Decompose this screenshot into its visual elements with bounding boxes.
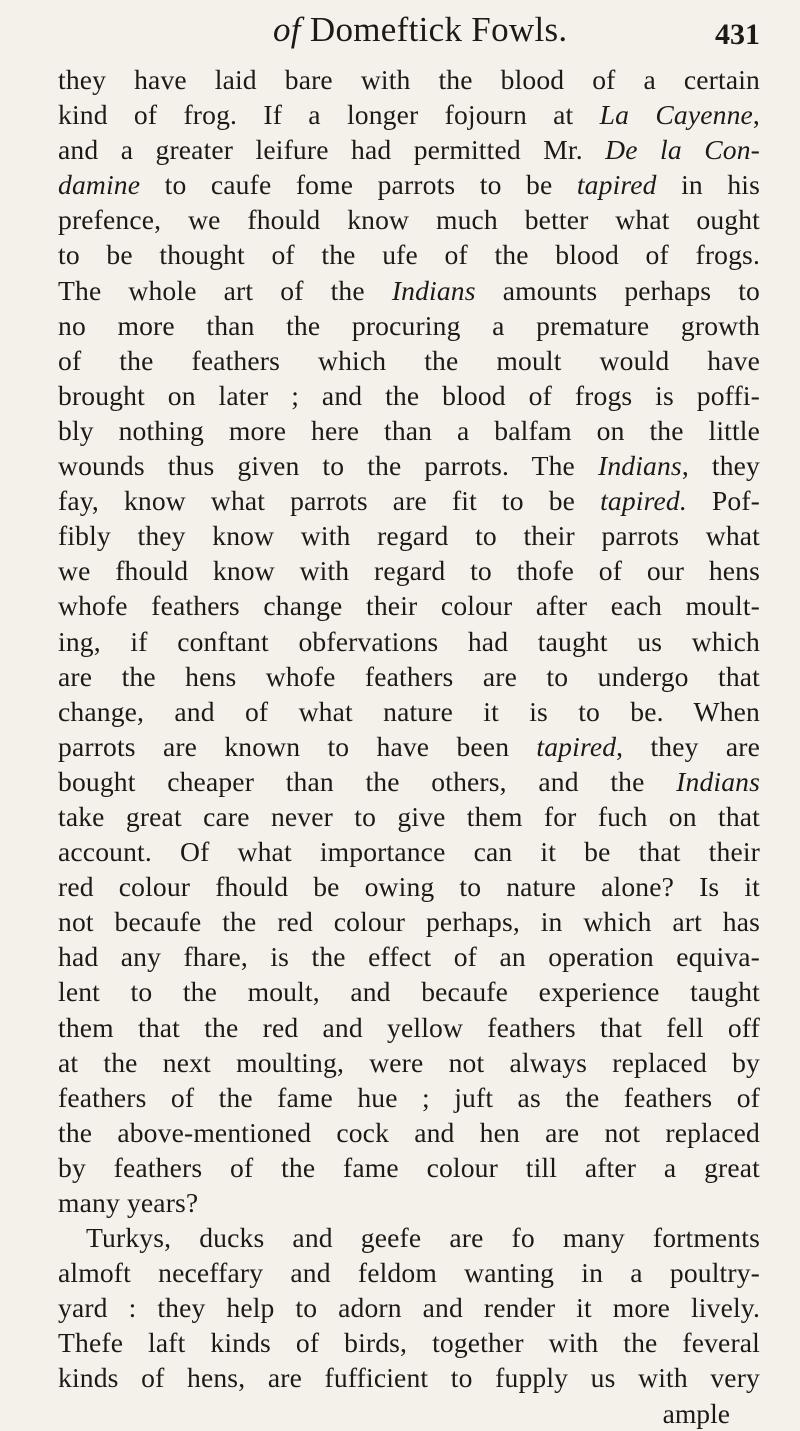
text-line	[58, 378, 760, 413]
italic-text: tapired	[536, 730, 617, 762]
text-run: take great care never to give them for fuch on that	[58, 800, 760, 832]
text-run: lent to the moult, and becaufe experience taught	[58, 976, 760, 1008]
text-line	[58, 974, 760, 1009]
text-line	[58, 624, 760, 659]
text-run: feathers of the fame hue ; juft as the feathers of	[58, 1081, 760, 1113]
running-head-prefix: of	[273, 10, 301, 49]
text-run: had any fhare, is the effect of an operation equiva-	[58, 941, 760, 973]
paragraph-parrots	[58, 62, 760, 1220]
text-run: Thefe laft kinds of birds, together with the feveral	[58, 1327, 760, 1359]
text-run: bought cheaper than the others, and the	[58, 765, 677, 797]
text-line	[58, 167, 760, 202]
text-run: no more than the procuring a premature growth	[58, 309, 760, 341]
text-line	[58, 729, 760, 764]
text-line	[58, 97, 760, 132]
text-run: of the feathers which the moult would have	[58, 344, 760, 376]
text-line	[58, 1080, 760, 1115]
text-line	[58, 308, 760, 343]
text-line	[58, 202, 760, 237]
text-line	[58, 939, 760, 974]
text-run: to caufe fome parrots to be	[140, 169, 577, 201]
text-line	[58, 1150, 760, 1185]
running-head	[273, 10, 567, 50]
text-run: not becaufe the red colour perhaps, in which art has	[58, 906, 760, 938]
text-line	[58, 62, 760, 97]
italic-text: tapired.	[600, 485, 687, 517]
catchword: ample	[662, 1397, 730, 1429]
text-line	[58, 764, 760, 799]
italic-text: Indians	[597, 450, 682, 482]
text-run: ,	[752, 99, 760, 131]
text-run: kind of frog. If a longer fojourn at	[58, 99, 600, 131]
text-run: kinds of hens, are fufficient to fupply us with very	[58, 1362, 760, 1394]
italic-text: tapired	[576, 169, 657, 201]
text-run: are the hens whofe feathers are to undergo that	[58, 660, 760, 692]
italic-text: La Cayenne	[599, 99, 753, 131]
text-run: wounds thus given to the parrots. The	[58, 450, 598, 482]
text-line	[58, 1220, 760, 1255]
text-run: parrots are known to have been	[58, 730, 537, 762]
text-run: almoft neceffary and feldom wanting in a poultry-	[58, 1257, 760, 1289]
text-run: fay, know what parrots are fit to be	[58, 485, 601, 517]
text-line	[58, 1290, 760, 1325]
text-run: The whole art of the	[58, 274, 392, 306]
text-run: ing, if conftant obfervations had taught us which	[58, 625, 760, 657]
text-run: Pof-	[686, 485, 760, 517]
text-line	[58, 869, 760, 904]
text-line	[58, 904, 760, 939]
italic-text: Indians	[676, 765, 760, 797]
text-line	[58, 1115, 760, 1150]
paragraph-turkys	[58, 1220, 760, 1395]
text-line	[58, 1325, 760, 1360]
text-line	[58, 413, 760, 448]
text-run: yard : they help to adorn and render it more lively.	[58, 1292, 760, 1324]
text-line	[58, 343, 760, 378]
text-run: they have laid bare with the blood of a certain	[58, 64, 760, 95]
text-run: at the next moulting, were not always replaced by	[58, 1046, 760, 1078]
text-line	[58, 132, 760, 167]
text-run: them that the red and yellow feathers that fell off	[58, 1011, 760, 1043]
text-line	[58, 1255, 760, 1290]
text-run: in his	[656, 169, 760, 201]
text-run: red colour fhould be owing to nature alone? Is it	[58, 871, 760, 903]
text-run: to be thought of the ufe of the blood of frogs.	[58, 239, 760, 271]
text-line	[58, 273, 760, 308]
text-line	[58, 588, 760, 623]
text-run: , they are	[616, 730, 760, 762]
text-line	[58, 799, 760, 834]
text-line	[58, 1045, 760, 1080]
text-run: Turkys, ducks and geefe are fo many fortments	[86, 1222, 760, 1254]
text-run: amounts perhaps to	[475, 274, 760, 306]
text-line	[58, 834, 760, 869]
text-line	[58, 553, 760, 588]
text-line	[58, 483, 760, 518]
text-run: we fhould know with regard to thofe of our hens	[58, 555, 760, 587]
text-run: by feathers of the fame colour till after a great	[58, 1151, 760, 1183]
page-number: 431	[715, 18, 760, 51]
text-line	[58, 237, 760, 272]
text-line	[58, 448, 760, 483]
text-run: bly nothing more here than a balfam on the little	[58, 414, 760, 446]
text-run: brought on later ; and the blood of frogs is poffi-	[58, 379, 760, 411]
text-line	[58, 1185, 760, 1220]
page-header	[58, 0, 760, 62]
running-head-title: Domeftick Fowls.	[300, 10, 568, 49]
italic-text: damine	[58, 169, 141, 201]
text-run: whofe feathers change their colour after each moult-	[58, 590, 760, 622]
text-line	[58, 518, 760, 553]
italic-text: De la Con-	[605, 134, 760, 166]
text-run: many years?	[58, 1187, 199, 1218]
text-run: prefence, we fhould know much better what ought	[58, 204, 760, 236]
text-run: fibly they know with regard to their parrots what	[58, 520, 760, 552]
text-line	[58, 1010, 760, 1045]
body-text	[58, 62, 760, 1396]
text-run: change, and of what nature it is to be. When	[58, 695, 760, 727]
text-run: the above-mentioned cock and hen are not replaced	[58, 1116, 760, 1148]
text-run: account. Of what importance can it be that their	[58, 836, 760, 868]
text-run: and a greater leifure had permitted Mr.	[58, 134, 606, 166]
italic-text: Indians	[391, 274, 476, 306]
text-line	[58, 694, 760, 729]
text-line	[58, 659, 760, 694]
text-run: , they	[681, 450, 760, 482]
